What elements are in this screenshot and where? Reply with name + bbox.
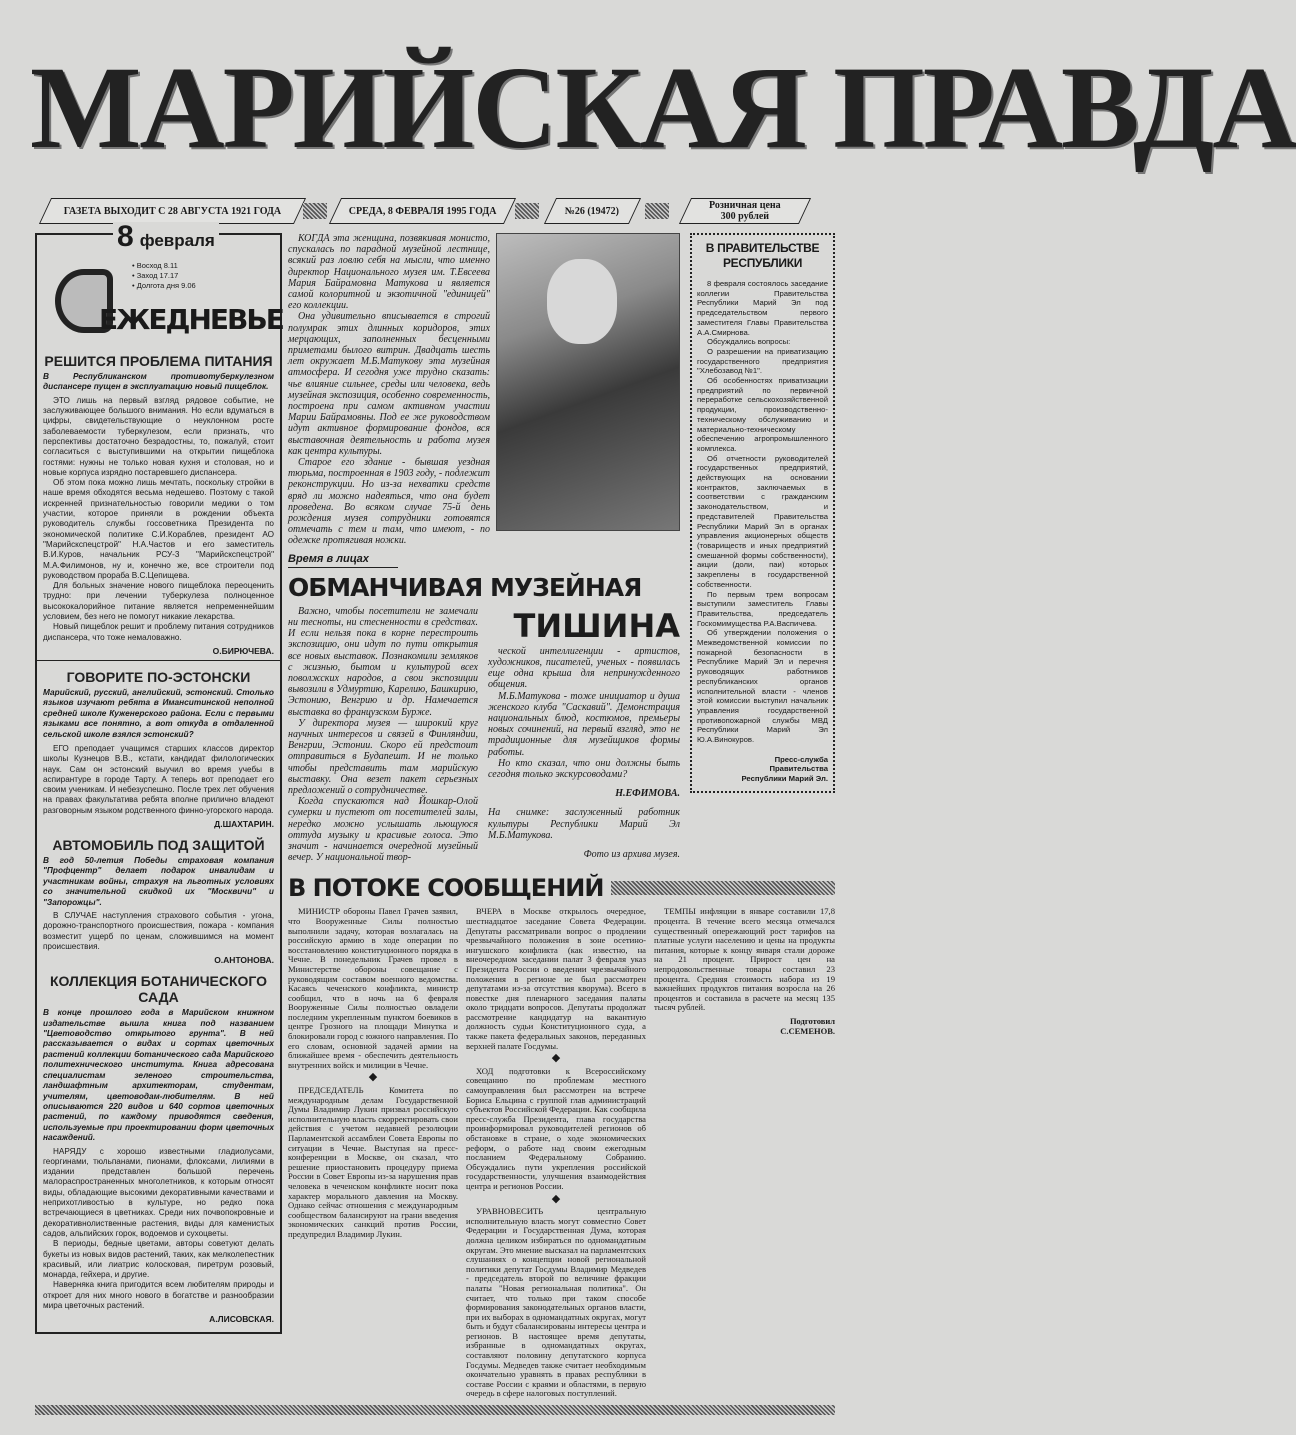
- paragraph: У директора музея — широкий круг научных интересов и связей в Финляндии, Венгрии, Эстонии. Скоро ей предстоит отправиться в Будапешт. И не только чтобы представить там марийскую выставку. Она везет пакет серьезных предложений о сотрудничестве.: [288, 717, 478, 796]
- museum-intro: [288, 233, 490, 547]
- museum-columns: [288, 606, 680, 864]
- strip-hatch: [515, 203, 539, 219]
- divider: [37, 660, 280, 661]
- day-length: • Долгота дня 9.06: [132, 281, 196, 290]
- museum-headline: ОБМАНЧИВАЯ МУЗЕЙНАЯ: [288, 572, 642, 602]
- government-box: [690, 233, 835, 793]
- news-item: ПРЕДСЕДАТЕЛЬ Комитета по международным делам Государственной Думы Владимир Лукин призвал российскую исполнительную власть скорректировать свои действия с учетом недавней резолюции Парламентской ассамблеи Совета Европы по ситуации в Чечне. Выступая на пресс-конференции в Москве, он сказал, что решение приостановить процедуру приема России в Совет Европы из-за нарушения прав человека в чеченском конфликте носит пока характер морального давления на Москву. Однако сейчас отношения с международным сообществом балансируют на грани введения экономических санкций против России, предупредил Владимир Лукин.: [288, 1085, 458, 1239]
- paragraph: О разрешении на приватизацию государственного предприятия "Хлебозавод №1".: [697, 346, 828, 376]
- government-signature: [697, 755, 828, 784]
- right-part: [288, 233, 835, 1399]
- news-item: ХОД подготовки к Всероссийскому совещанию по проблемам местного самоуправления был рассмотрен на встрече Бориса Ельцина с группой глав администраций субъектов Российской Федерации. Как сообщила пресс-служба Президента, глава государства проинформировал руководителей регионов об обстановке в стране, о ходе экономических реформ, о работе над своим ежегодным посланием Федеральному Собранию. Обсуждались пути укрепления российской государственности, улучшения взаимодействия центра и регионов России.: [466, 1065, 646, 1191]
- museum-director-photo: [496, 233, 680, 531]
- bottom-hatch-bar: [35, 1405, 835, 1415]
- article-body: [43, 1147, 274, 1312]
- article-body: [43, 396, 274, 643]
- article-body: [43, 744, 274, 816]
- article-title: РЕШИТСЯ ПРОБЛЕМА ПИТАНИЯ: [44, 353, 273, 369]
- news-item: ТЕМПЫ инфляции в январе составили 17,8 процента. В течение всего месяца отмечался существенный опережающий рост тарифов на платные услуги населению и цены на продукты питания, которые к концу января стали дороже на 21 процент. Прирост цен на непродовольственные товары составил 23 процента. Средняя стоимость набора из 19 важнейших продуктов питания возросла на 26 процентов и составила в расчете на месяц 135 тысяч рублей.: [654, 906, 835, 1013]
- price-label: Розничная цена: [709, 200, 781, 211]
- author: Н.ЕФИМОВА.: [615, 788, 680, 800]
- government-body: [697, 279, 828, 745]
- museum-gov-row: [288, 233, 835, 863]
- author: О.АНТОНОВА.: [214, 955, 274, 966]
- article-estonian: [43, 669, 274, 829]
- portrait-face: [547, 259, 617, 344]
- paragraph: Для больных значение нового пищеблока переоценить трудно: при лечении туберкулеза полноценное высококалорийное питание является непременнейшим условием, без него не помогут никакие лекарства.: [43, 581, 274, 622]
- museum-top: [288, 233, 680, 547]
- paragraph: М.Б.Матукова - тоже инициатор и душа женского клуба "Саскавий". Демонстрация национальных блюд, костюмов, премьеры новых сочинений, на первый взгляд, это не традиционные для музейщиков формы работы.: [488, 690, 680, 758]
- museum-article: [288, 233, 680, 863]
- article-car: [43, 837, 274, 965]
- founded-box: [39, 198, 306, 224]
- price-box: [679, 198, 811, 224]
- paragraph: Об особенностях приватизации предприятий по первичной переработке сельскохозяйственной продукции, производственно-техническому обслуживанию и материально-техническому обеспечению агропромышленного комплекса.: [697, 376, 828, 453]
- museum-headline-2: ТИШИНА: [513, 606, 680, 645]
- news-signature: [654, 1016, 835, 1036]
- price-value: 300 рублей: [720, 211, 770, 222]
- sig-line: Пресс-служба: [774, 754, 828, 764]
- photo-credit: Фото из архива музея.: [583, 848, 680, 860]
- paragraph: КОГДА эта женщина, позвякивая монисто, спускалась по парадной музейной лестнице, всякий раз ловлю себя на мысли, что именно директор Национального музея им. Т.Евсеева Мария Байрамовна Матукова и является самой колоритной и экзотичной "единицей" его коллекции.: [288, 233, 490, 312]
- article-title: КОЛЛЕКЦИЯ БОТАНИЧЕСКОГО САДА: [49, 973, 268, 1006]
- issue-number: №26 (19472): [565, 205, 620, 217]
- columns-row: [35, 220, 835, 1399]
- month-name: февраля: [139, 231, 215, 250]
- museum-body-left: [288, 606, 478, 864]
- paragraph: Новый пищеблок решит и проблему питания сотрудников диспансера, что тоже немаловажно.: [43, 622, 274, 642]
- museum-body-right: [488, 606, 680, 860]
- paragraph: НАРЯДУ с хорошо известными гладиолусами, георгинами, тюльпанами, пионами, флоксами, лилиями в издании представлен большой перечень малораспространенных многолетников, к которым относят виды, обладающие высокими декоративными качествами и неприхотливостью в культуре, но редко пока встречающиеся в цветниках. Среди них почвопокровные и декоративнолиственные растения, виды для каменистых садов, альпийских горок, водоемов и сухоцветы.: [43, 1146, 274, 1238]
- article-botanic: [43, 973, 274, 1324]
- paragraph: Старое его здание - бывшая уездная тюрьма, построенная в 1903 году, - подлежит реконструкции. Но из-за нехватки средств вряд ли можно надеяться, что она будет проведена. Во всяком случае 75-й день рождения музея сотрудники готовятся отмечать с тем и там, что имеют, - по одежке протягивая ножки.: [288, 457, 490, 547]
- issue-box: [544, 198, 641, 224]
- paragraph: Об отчетности руководителей государственных предприятий, действующих на основании контрактов, заключаемых в соответствии с гражданским законодательством, и представителей Правительства Республики Марий Эл в органах управления акционерных обществ (товариществ и иных предприятий смешанной формы собственности), акции (доли, паи) которых закреплены в государственной собственности.: [697, 453, 828, 589]
- paragraph: Она удивительно вписывается в строгий полумрак этих длинных коридоров, этих мерцающих, заполненных бесценными приметами былого витрин. Двадцать шесть лет окружает М.Б.Матукову эта музейная атмосфера. И сегодня уже трудно сказать: чье влияние сильнее, среды или человека, ведь музейная экспозиция, особенно современность, построена при самом активном участии Марии Байрамовны. Под ее же руководством идут активное формирование фондов, вся выставочная деятельность и работа музея как центра культуры.: [288, 311, 490, 457]
- article-lead: В год 50-летия Победы страховая компания "Профцентр" делает подарок инвалидам и участникам войны, страхуя на льготных условиях со значительной скидкой их "Москвичи" и "Запорожцы".: [43, 855, 274, 907]
- article-lead: В конце прошлого года в Марийском книжном издательстве вышла книга под названием "Цветоводство открытого грунта". В ней рассказывается о видах и сортах цветочных растений коллекции ботанического сада Марийского политехнического института. Книга адресована специалистам зеленого строительства, ландшафтным архитекторам, студентам, учителям, цветоводам-любителям. В ней описываются 220 видов и 640 сортов цветочных растений, по каждому приводятся сведения, используемые при проектировании форм цветочных насаждений.: [43, 1007, 274, 1143]
- government-title: В ПРАВИТЕЛЬСТВЕ РЕСПУБЛИКИ: [705, 241, 820, 270]
- news-hatch-bar: [611, 881, 835, 895]
- paragraph: Об этом пока можно лишь мечтать, поскольку стройки в наше время обходятся весьма недешево. Поэтому с такой искренней признательностью говорили медики о том участии, которое приняли в рождении объекта руководитель службы госсоветника Президента по экономической политике С.И.Кораблев, президент АО "Марийскспецстрой" Н.А.Частов и его заместитель В.И.Куров, начальник РСУ-3 "Марийскспецстрой" М.А.Филимонов, ну и, конечно же, все строители под руководством прораба В.С.Цепищева.: [43, 478, 274, 580]
- paragraph: ЕГО преподает учащимся старших классов директор школы Кузнецов В.В., кстати, кандидат филологических наук. Сам он эстонский выучил во время учебы в аспирантуре в городе Тарту. А теперь вот преподает его своим ученикам. И небезуспешно. После трех лет обучения на правах факультатива ребята вполне прилично владеют разговорным языком родственного финно-угорского народа.: [43, 743, 274, 815]
- page-body: [35, 220, 835, 1435]
- paragraph: Обсуждались вопросы:: [707, 337, 791, 347]
- news-section: [288, 873, 835, 1399]
- article-body: [43, 911, 274, 952]
- paragraph: В СЛУЧАЕ наступления страхового события - угона, дорожно-транспортного происшествия, пожара - компания возместит ущерб по ценам, сложившимся на момент происшествия.: [43, 911, 274, 951]
- daily-logo: ЕЖЕДНЕВЬЕ: [99, 303, 283, 336]
- paragraph: В периоды, бедные цветами, авторы советуют делать букеты из новых видов растений, таких, как мелколепестник красивый, или лиатрис колосковая, пиретрум розовый, монарда, гейхера, и другие.: [43, 1239, 274, 1280]
- strip-hatch: [303, 203, 327, 219]
- sig-line: Республики Марий Эл.: [741, 773, 828, 783]
- author: Д.ШАХТАРИН.: [214, 819, 274, 830]
- founded-text: ГАЗЕТА ВЫХОДИТ С 28 АВГУСТА 1921 ГОДА: [63, 205, 282, 217]
- sun-info: [132, 261, 196, 291]
- sunset: • Заход 17.17: [132, 271, 179, 280]
- sig-line: С.СЕМЕНОВ.: [780, 1025, 835, 1036]
- day-number: 8: [117, 220, 134, 253]
- paragraph: 8 февраля состоялось заседание коллегии Правительства Республики Марий Эл под председательством первого заместителя Главы Правительства А.А.Смирнова.: [697, 279, 828, 337]
- masthead-title: МАРИЙСКАЯ ПРАВДА: [30, 42, 1296, 173]
- article-title: ГОВОРИТЕ ПО-ЭСТОНСКИ: [66, 668, 251, 685]
- paragraph: ЭТО лишь на первый взгляд рядовое событие, не заслуживающее большого внимания. Но если вдуматься в цифры, свидетельствующие о неуклонном росте заболеваемости туберкулезом, если признать, что перспективы достаточно безрадостны, то, пожалуй, стоит согласиться с выступившими на открытии пищеблока гостями: нужны не только новая кухня и столовая, но и новые корпуса изрядно постаревшего диспансера.: [43, 395, 274, 477]
- news-column-1: [288, 907, 458, 1239]
- sig-line: Подготовил: [789, 1015, 835, 1026]
- diamond-separator: ◆: [551, 1192, 561, 1205]
- news-title-row: [288, 873, 835, 903]
- date-heading: [113, 222, 219, 252]
- sunrise: • Восход 8.11: [132, 261, 178, 270]
- news-item: ВЧЕРА в Москве открылось очередное, шестнадцатое заседание Совета Федерации. Депутаты рассматривали вопрос о продлении чрезвычайного положения в зоне осетино-ингушского конфликта (как известно, на внеочередном заседании палат 3 февраля указ Президента России о введении чрезвычайного положения в регионе не был рассмотрен депутатами из-за отсутствия кворума). Всего в повестке дня пленарного заседания палаты около тридцати вопросов. Депутаты продолжат рассмотрение кандидатур на вакантную должность судьи Конституционного суда, а также пакета федеральных законов, переданных верхней палате Госдумы.: [466, 906, 646, 1051]
- article-lead: В Республиканском противотуберкулезном диспансере пущен в эксплуатацию новый пищеблок.: [43, 371, 274, 392]
- sig-line: Правительства: [769, 764, 828, 774]
- news-item: УРАВНОВЕСИТЬ центральную исполнительную власть могут совместно Совет Федерации и Государственная Дума, которая должна целиком избираться по одномандатным округам. Это мнение высказал на парламентских слушаниях о концепции новой региональной политики депутат Госдумы Владимир Медведев - председатель второй по величине фракции палаты "Новая региональная политика". Он считает, что только при таком способе формирования законодательных органов власти, при их выборах в одномандатных округах, могут быть и будут сбалансированы интересы центра и регионов. В настоящее время депутаты, избранные в одномандатных округах, составляют половину депутатского корпуса Госдумы. Медведев также считает необходимым окончательно уравнять в правах республики в составе России с краями и областями, в первую очередь в сфере налоговых поступлений.: [466, 1206, 646, 1399]
- paragraph: Но кто сказал, что они должны быть сегодня только экскурсоводами?: [488, 757, 680, 780]
- diamond-separator: ◆: [368, 1071, 378, 1084]
- paragraph: Наверняка книга пригодится всем любителям природы и откроет для них много нового в богатстве и разнообразии мира цветочных растений.: [43, 1280, 274, 1310]
- article-title: АВТОМОБИЛЬ ПОД ЗАЩИТОЙ: [52, 837, 265, 854]
- paragraph: По первым трем вопросам выступили заместитель Главы Правительства, председатель Госкомимущества Р.А.Васпичева.: [697, 589, 828, 628]
- news-column-3: [654, 907, 835, 1036]
- paragraph: Важно, чтобы посетители не замечали ни тесноты, ни стесненности в средствах. И если нельзя пока в корне перестроить экспозицию, они идут по пути открытия все новых выставок. Познакомили земляков с жизнью, бытом и культурой всех поволжских народов, а свои экспозиции вывозили в Удмуртию, Карелию, Башкирию, Эстонию, Венгрию и др. Намечается выставка во французском Бурже.: [288, 605, 478, 718]
- diamond-separator: ◆: [551, 1052, 561, 1065]
- author: А.ЛИСОВСКАЯ.: [209, 1314, 274, 1325]
- news-headline: В ПОТОКЕ СООБЩЕНИЙ: [288, 874, 604, 903]
- rubric: Время в лицах: [288, 553, 398, 568]
- article-food: [43, 353, 274, 656]
- photo-caption: На снимке: заслуженный работник культуры Республики Марий Эл М.Б.Матукова.: [488, 807, 680, 841]
- daily-block: [43, 220, 283, 345]
- date-box: [329, 198, 516, 224]
- article-lead: Марийский, русский, английский, эстонский. Столько языков изучают ребята в Иманситинской неполной средней школе Куженерского района. Если с первыми языками все понятно, а вот откуда в отдаленной сельской школе взялся эстонский?: [43, 686, 274, 739]
- issue-date: СРЕДА, 8 ФЕВРАЛЯ 1995 ГОДА: [348, 205, 497, 217]
- left-column: [35, 220, 283, 1334]
- strip-hatch: [645, 203, 669, 219]
- paragraph: Когда спускаются над Йошкар-Олой сумерки и пустеют от посетителей залы, нередко можно услышать льющуюся оттуда музыку и красивые голоса. Это значит - начинается очередной музейный вечер. У национальной твор-: [288, 796, 478, 864]
- paragraph: Об утверждении положения о Межведомственной комиссии по пожарной безопасности в Республике Марий Эл и перечня руководящих работников республиканских органов исполнительной власти - членов этой комиссии выступил начальник управления государственной противопожарной службы МВД Республики Марий Эл Ю.А.Винокуров.: [697, 628, 828, 745]
- author: О.БИРЮЧЕВА.: [212, 645, 274, 656]
- news-item: МИНИСТР обороны Павел Грачев заявил, что Вооруженные Силы полностью выполнили задачу, которая возлагалась на российскую армию в ходе операции по восстановлению конституционного порядка в Чечне. В понедельник Грачев провел в Министерстве обороны совещание с руководящим составом военного ведомства. Касаясь чеченского конфликта, министр сообщил, что в ночь на 6 февраля Вооруженные Силы полностью овладели последним укрепленным пунктом боевиков в центре Грозного на площади Минутка и блокировали город с южного направления. По его словам, основной задачей армии на ближайшее время - обеспечить деятельность внутренних войск и милиции в Чечне.: [288, 906, 458, 1070]
- news-columns: [288, 907, 835, 1399]
- news-column-2: [466, 907, 646, 1399]
- paragraph: ческой интеллигенции - артистов, художников, писателей, ученых - появилась еще одна крыша для непринужденного общения.: [488, 645, 680, 691]
